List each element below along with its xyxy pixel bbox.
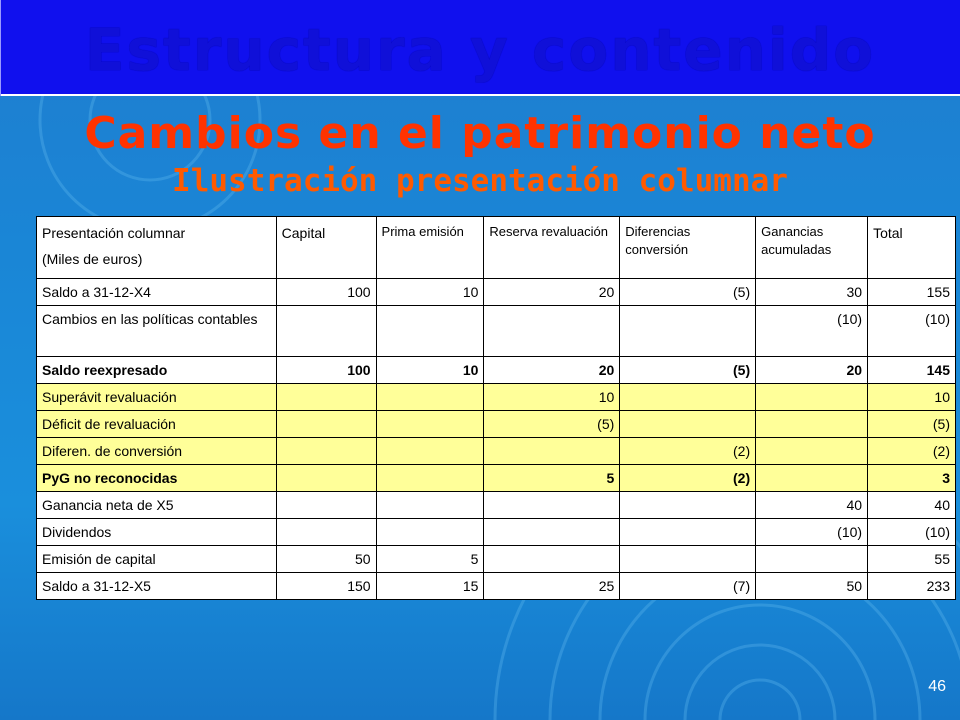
row-label: Superávit revaluación <box>37 384 277 411</box>
row-label: Ganancia neta de X5 <box>37 492 277 519</box>
table-cell: 20 <box>756 357 868 384</box>
table-row <box>37 573 956 600</box>
table-cell: (5) <box>620 357 756 384</box>
table-cell <box>376 465 484 492</box>
table-cell: (10) <box>868 519 956 546</box>
header-prima-emision: Prima emisión <box>376 217 484 279</box>
page-number: 46 <box>928 678 946 695</box>
table-cell: 15 <box>376 573 484 600</box>
row-label: Diferen. de conversión <box>37 438 277 465</box>
table-row <box>37 519 956 546</box>
table-cell: (5) <box>620 279 756 306</box>
table-cell <box>484 519 620 546</box>
table-cell: (5) <box>868 411 956 438</box>
table-cell <box>276 492 376 519</box>
table-cell <box>376 492 484 519</box>
table-cell: (10) <box>756 306 868 357</box>
header-label-line2: (Miles de euros) <box>42 251 143 267</box>
table-cell <box>276 465 376 492</box>
table-cell <box>376 438 484 465</box>
table-cell <box>276 306 376 357</box>
table-cell <box>620 384 756 411</box>
table-cell: (10) <box>756 519 868 546</box>
table-cell: (7) <box>620 573 756 600</box>
table-cell: 20 <box>484 357 620 384</box>
table-cell: 5 <box>376 546 484 573</box>
table-cell: 100 <box>276 357 376 384</box>
table-cell <box>276 438 376 465</box>
table-cell: 100 <box>276 279 376 306</box>
table-cell: 55 <box>868 546 956 573</box>
table-row <box>37 492 956 519</box>
header-reserva-revaluacion: Reserva revaluación <box>484 217 620 279</box>
table-cell <box>756 411 868 438</box>
header-label-cell <box>37 217 277 279</box>
row-label: Saldo a 31-12-X5 <box>37 573 277 600</box>
table-cell: 10 <box>484 384 620 411</box>
table-cell: (5) <box>484 411 620 438</box>
table-cell: 145 <box>868 357 956 384</box>
header-diferencias-conversion: Diferencias conversión <box>620 217 756 279</box>
header-label-line1: Presentación columnar <box>42 225 186 241</box>
table-row <box>37 279 956 306</box>
table-cell: 50 <box>276 546 376 573</box>
table-row <box>37 546 956 573</box>
row-label: Cambios en las políticas contables <box>37 306 277 357</box>
table-cell: 3 <box>868 465 956 492</box>
table-cell <box>376 306 484 357</box>
table-cell <box>484 492 620 519</box>
table-cell <box>484 438 620 465</box>
table-row <box>37 438 956 465</box>
table-row <box>37 411 956 438</box>
table-cell <box>756 546 868 573</box>
table-row <box>37 357 956 384</box>
table-cell: 233 <box>868 573 956 600</box>
table-cell: (10) <box>868 306 956 357</box>
table-cell <box>620 519 756 546</box>
slide-title: Estructura y contenido <box>84 16 876 84</box>
table-cell <box>376 384 484 411</box>
table-header-row <box>37 217 956 279</box>
table-row <box>37 306 956 357</box>
header-total: Total <box>868 217 956 279</box>
table-cell: 40 <box>868 492 956 519</box>
table-cell <box>376 519 484 546</box>
table-cell: 155 <box>868 279 956 306</box>
header-capital: Capital <box>276 217 376 279</box>
table-cell <box>484 546 620 573</box>
table-cell: 50 <box>756 573 868 600</box>
table-cell: 30 <box>756 279 868 306</box>
table-cell: 10 <box>868 384 956 411</box>
table-cell: 150 <box>276 573 376 600</box>
table-cell: (2) <box>620 438 756 465</box>
table-cell: 25 <box>484 573 620 600</box>
slide-subtitle-secondary: Ilustración presentación columnar <box>172 163 788 199</box>
slide-subtitle: Cambios en el patrimonio neto <box>84 108 876 159</box>
table-cell <box>620 306 756 357</box>
table-cell <box>376 411 484 438</box>
row-label: Saldo a 31-12-X4 <box>37 279 277 306</box>
table-row <box>37 384 956 411</box>
table-cell: 10 <box>376 357 484 384</box>
table-cell <box>756 465 868 492</box>
table-cell: 20 <box>484 279 620 306</box>
table-cell: 10 <box>376 279 484 306</box>
row-label: Dividendos <box>37 519 277 546</box>
table-cell <box>484 306 620 357</box>
row-label: PyG no reconocidas <box>37 465 277 492</box>
table-cell: 40 <box>756 492 868 519</box>
row-label: Emisión de capital <box>37 546 277 573</box>
table-cell <box>276 411 376 438</box>
table-cell: 5 <box>484 465 620 492</box>
table-cell: (2) <box>620 465 756 492</box>
table-cell <box>756 438 868 465</box>
table-cell <box>756 384 868 411</box>
table-cell <box>620 411 756 438</box>
table-cell <box>276 519 376 546</box>
table-cell <box>276 384 376 411</box>
table-row <box>37 465 956 492</box>
header-ganancias-acumuladas: Ganancias acumuladas <box>756 217 868 279</box>
row-label: Saldo reexpresado <box>37 357 277 384</box>
table-cell <box>620 492 756 519</box>
table-cell: (2) <box>868 438 956 465</box>
equity-changes-table <box>36 216 956 600</box>
row-label: Déficit de revaluación <box>37 411 277 438</box>
table-cell <box>620 546 756 573</box>
